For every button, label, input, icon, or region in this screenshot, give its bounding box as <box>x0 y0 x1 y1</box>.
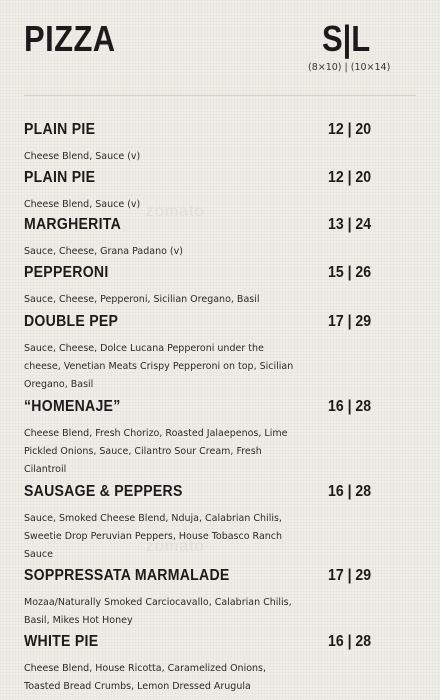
menu-item <box>24 263 416 309</box>
item-name: PLAIN PIE <box>24 169 96 186</box>
item-price: 13 | 24 <box>328 216 372 233</box>
item-name: MARGHERITA <box>24 216 122 233</box>
item-price: 16 | 28 <box>328 483 372 500</box>
item-price: 15 | 26 <box>328 264 372 281</box>
item-name: DOUBLE PEP <box>24 313 119 330</box>
item-description: Sauce, Cheese, Grana Padano (v) <box>24 246 183 257</box>
item-price: 17 | 29 <box>328 313 372 330</box>
item-name: SAUSAGE & PEPPERS <box>24 483 183 500</box>
size-dimensions: (8×10) | (10×14) <box>308 62 391 73</box>
menu-item <box>24 168 416 214</box>
item-name: PEPPERONI <box>24 264 109 281</box>
item-name: PLAIN PIE <box>24 121 96 138</box>
item-description: Sauce, Smoked Cheese Blend, Nduja, Calabrian Chilis, Sweetie Drop Peruvian Peppers, House Tobasco Ranch Sauce <box>24 513 283 560</box>
item-description: Cheese Blend, House Ricotta, Caramelized Onions, Toasted Bread Crumbs, Lemon Dressed Arugula <box>24 663 267 692</box>
item-name: WHITE PIE <box>24 633 99 650</box>
header-divider <box>24 95 416 96</box>
item-description: Cheese Blend, Fresh Chorizo, Roasted Jalaepenos, Lime Pickled Onions, Sauce, Cilantro Sour Cream, Fresh Cilantroil <box>24 428 288 475</box>
size-header: S|L <box>322 18 371 59</box>
item-name: SOPPRESSATA MARMALADE <box>24 567 230 584</box>
menu-item <box>24 632 416 696</box>
menu-item <box>24 566 416 630</box>
item-description: Cheese Blend, Sauce (v) <box>24 151 141 162</box>
item-price: 16 | 28 <box>328 398 372 415</box>
menu-item <box>24 397 416 479</box>
watermark: zomato <box>146 203 205 220</box>
menu-item <box>24 482 416 564</box>
item-description: Mozaa/Naturally Smoked Carciocavallo, Calabrian Chilis, Basil, Mikes Hot Honey <box>24 597 292 626</box>
item-description: Sauce, Cheese, Dolce Lucana Pepperoni under the cheese, Venetian Meats Crispy Pepperoni on top, Sicilian Oregano, Basil <box>24 343 294 390</box>
item-price: 12 | 20 <box>328 169 372 186</box>
item-description: Sauce, Cheese, Pepperoni, Sicilian Oregano, Basil <box>24 294 260 305</box>
watermark: zomato <box>146 538 205 555</box>
menu-item <box>24 312 416 394</box>
page-title: PIZZA <box>24 18 116 59</box>
menu-item <box>24 215 416 261</box>
menu-item <box>24 120 416 166</box>
item-name: “HOMENAJE” <box>24 398 121 415</box>
item-description: Cheese Blend, Sauce (v) <box>24 199 141 210</box>
item-price: 17 | 29 <box>328 567 372 584</box>
item-price: 12 | 20 <box>328 121 372 138</box>
item-price: 16 | 28 <box>328 633 372 650</box>
